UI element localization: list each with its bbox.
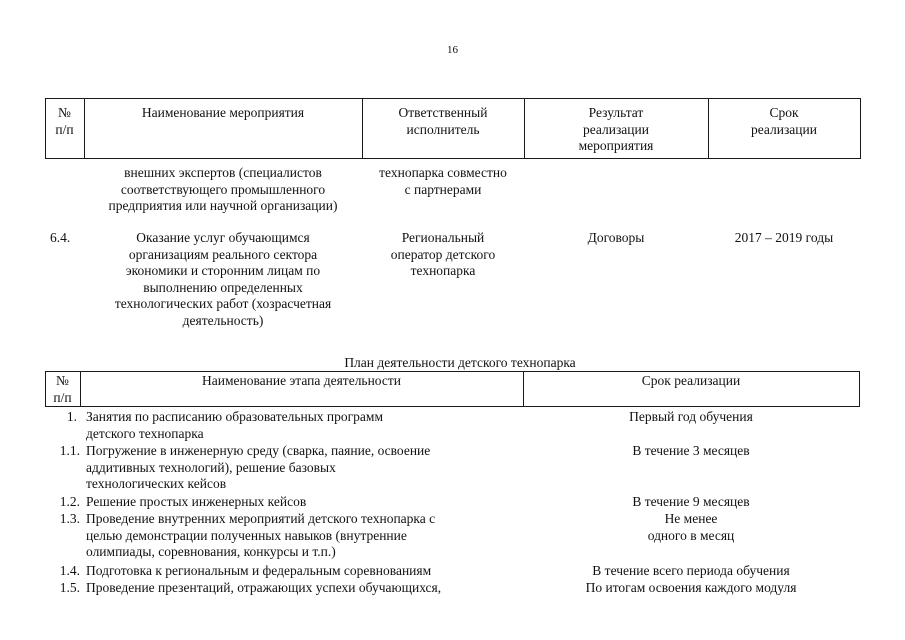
text-line: оператор детского bbox=[390, 246, 496, 262]
continued-responsible bbox=[362, 165, 524, 198]
header-num-line: № bbox=[58, 105, 71, 120]
plan-row-stage bbox=[86, 494, 518, 511]
text-line: По итогам освоения каждого модуля bbox=[585, 580, 797, 595]
header-responsible bbox=[362, 105, 524, 138]
plan-row-term bbox=[523, 494, 859, 511]
header-num-line: п/п bbox=[55, 121, 74, 137]
page-number: 16 bbox=[447, 44, 458, 56]
text-line: выполнению определенных bbox=[143, 279, 303, 295]
plan-title: План деятельности детского технопарка bbox=[344, 355, 576, 370]
text-line: Проведение презентаций, отражающих успехи обучающихся, bbox=[86, 580, 442, 595]
header-num-line: № bbox=[56, 373, 69, 388]
text-line: детского технопарка bbox=[86, 425, 204, 441]
text-line: В течение всего периода обучения bbox=[592, 563, 790, 578]
header-num-line: п/п bbox=[53, 389, 72, 405]
text-line: В течение 3 месяцев bbox=[632, 443, 750, 458]
plan-row-term bbox=[523, 580, 859, 597]
header-term-line: Срок bbox=[769, 105, 799, 120]
header-result-line: Результат bbox=[588, 105, 644, 120]
header-term bbox=[708, 105, 860, 138]
row-6-4-num: 6.4. bbox=[50, 230, 71, 245]
text-line: предприятия или научной организации) bbox=[108, 198, 338, 213]
header-num bbox=[45, 105, 84, 138]
plan-row-num: 1.3. bbox=[59, 511, 80, 526]
row-6-4-name bbox=[84, 230, 362, 329]
header-result bbox=[524, 105, 708, 155]
header-responsible-line: Ответственный bbox=[398, 105, 488, 120]
plan-row-term bbox=[523, 409, 859, 426]
text-line: Подготовка к региональным и федеральным соревнованиям bbox=[86, 563, 432, 578]
continued-name bbox=[84, 165, 362, 215]
text-line: технологических работ (хозрасчетная bbox=[114, 296, 332, 311]
text-line: целью демонстрации полученных навыков (внутренние bbox=[86, 527, 407, 543]
text-line: одного в месяц bbox=[647, 527, 735, 543]
plan-row-stage bbox=[86, 580, 518, 597]
text-line: внешних экспертов (специалистов bbox=[124, 165, 322, 180]
row-6-4-responsible bbox=[362, 230, 524, 280]
text-line: Проведение внутренних мероприятий детского технопарка с bbox=[86, 511, 436, 526]
header-name-line: Наименование мероприятия bbox=[141, 105, 305, 120]
text-line: Первый год обучения bbox=[629, 409, 753, 424]
text-line: Оказание услуг обучающимся bbox=[136, 230, 310, 245]
header-responsible-line: исполнитель bbox=[406, 121, 480, 137]
plan-row-stage bbox=[86, 409, 518, 442]
text-line: организациям реального сектора bbox=[128, 246, 318, 262]
plan-row-num: 1.1. bbox=[59, 443, 80, 458]
text-line: Региональный bbox=[401, 230, 485, 245]
plan-header-term: Срок реализации bbox=[641, 373, 741, 388]
plan-row-term bbox=[523, 511, 859, 544]
plan-row-stage bbox=[86, 443, 518, 493]
plan-row-stage bbox=[86, 511, 518, 561]
plan-row-num: 1. bbox=[66, 409, 77, 424]
header-result-line: мероприятия bbox=[578, 138, 654, 153]
plan-header-stage: Наименование этапа деятельности bbox=[201, 373, 402, 388]
text-line: Занятия по расписанию образовательных программ bbox=[86, 409, 383, 424]
plan-row-term bbox=[523, 443, 859, 460]
plan-row-num: 1.4. bbox=[59, 563, 80, 578]
plan-row-stage bbox=[86, 563, 518, 580]
header-term-line: реализации bbox=[751, 121, 817, 137]
text-line: В течение 9 месяцев bbox=[632, 494, 750, 509]
text-line: технопарка bbox=[410, 263, 476, 278]
row-6-4-result: Договоры bbox=[587, 230, 645, 245]
text-line: Решение простых инженерных кейсов bbox=[86, 494, 307, 509]
text-line: соответствующего промышленного bbox=[120, 181, 326, 197]
text-line: с партнерами bbox=[404, 181, 482, 197]
header-name bbox=[84, 105, 362, 122]
plan-header-num bbox=[45, 373, 80, 406]
text-line: деятельность) bbox=[182, 312, 264, 328]
text-line: технопарка совместно bbox=[379, 165, 507, 180]
plan-row-num: 1.2. bbox=[59, 494, 80, 509]
text-line: экономики и сторонним лицам по bbox=[125, 263, 321, 278]
text-line: олимпиады, соревнования, конкурсы и т.п.) bbox=[86, 544, 336, 559]
header-result-line: реализации bbox=[583, 121, 649, 137]
text-line: Не менее bbox=[664, 511, 718, 526]
row-6-4-term: 2017 – 2019 годы bbox=[734, 230, 834, 245]
text-line: аддитивных технологий), решение базовых bbox=[86, 459, 336, 475]
text-line: технологических кейсов bbox=[86, 476, 227, 491]
text-line: Погружение в инженерную среду (сварка, паяние, освоение bbox=[86, 443, 431, 458]
plan-row-num: 1.5. bbox=[59, 580, 80, 595]
plan-row-term bbox=[523, 563, 859, 580]
